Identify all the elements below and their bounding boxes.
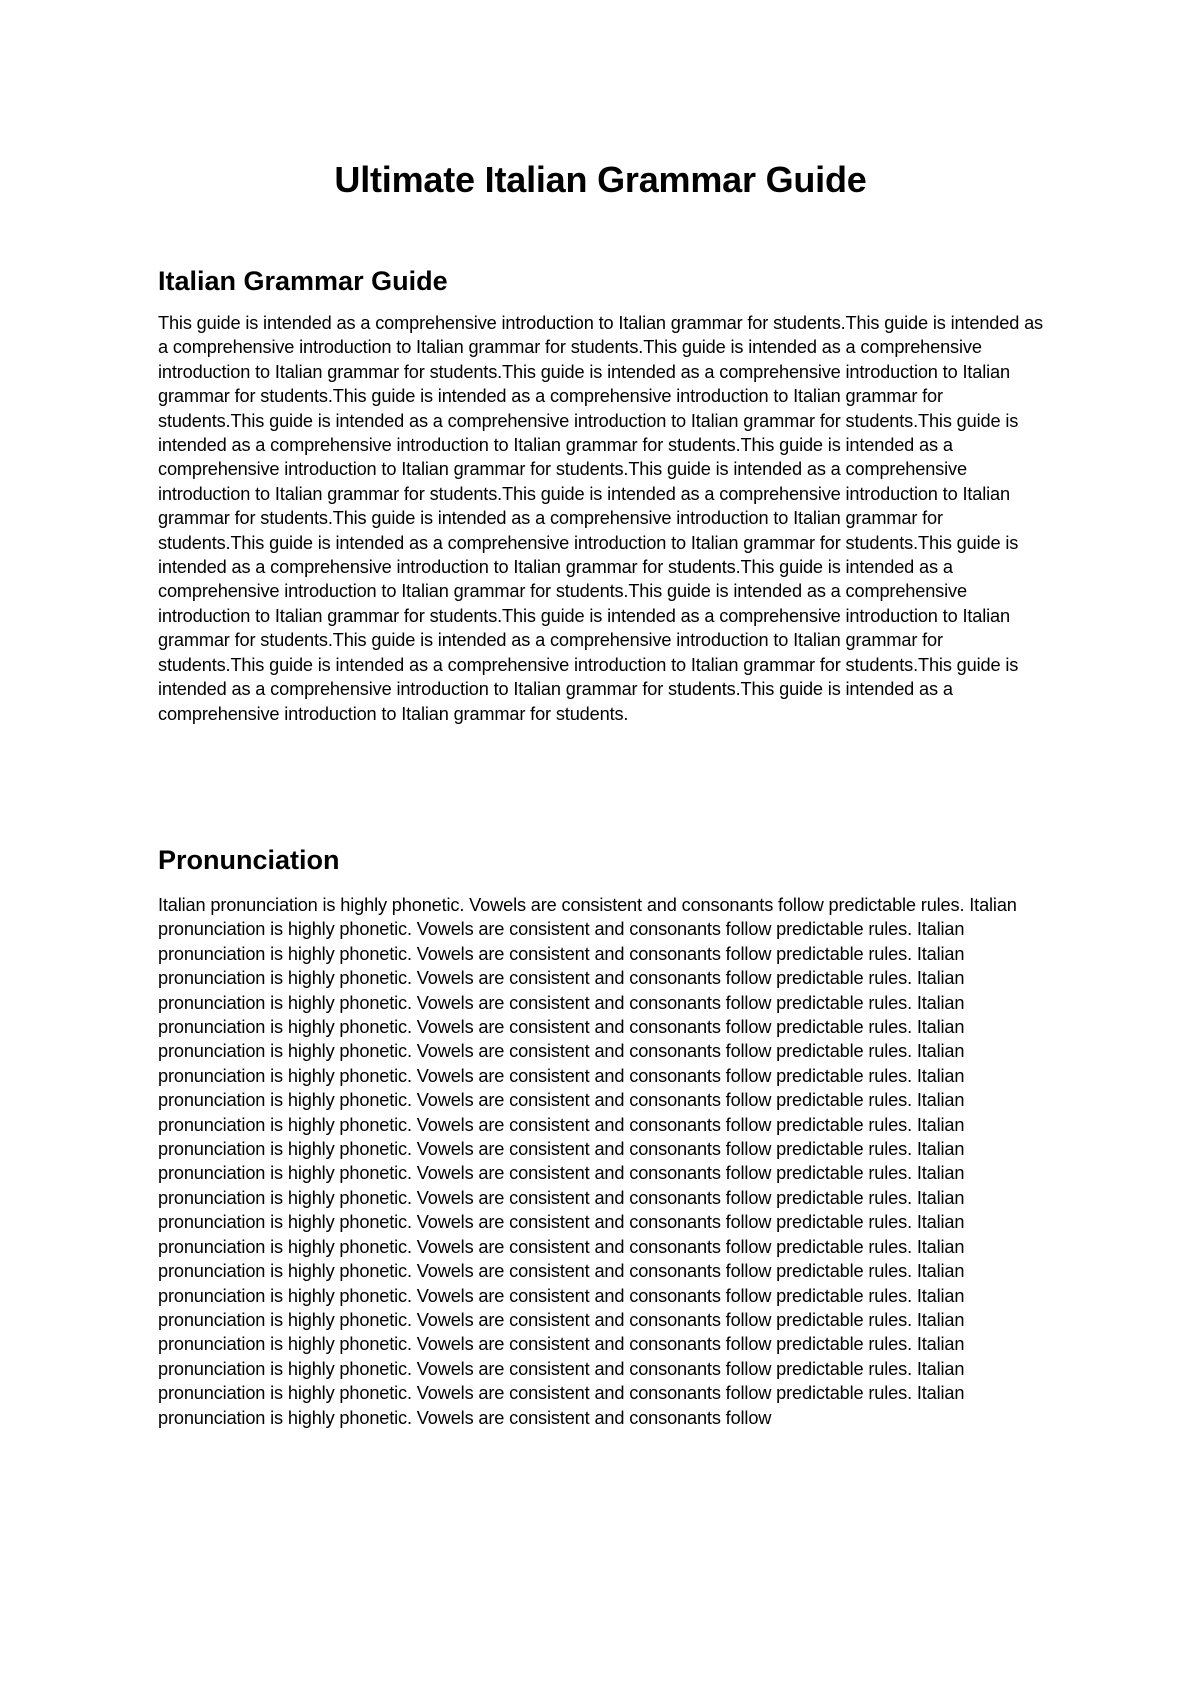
section-body-italian-grammar-guide: This guide is intended as a comprehensive introduction to Italian grammar for students.This guide is intended as a comprehensive introduction to Italian grammar for students.This guide is intended as a comprehensive introduction to Italian grammar for students.This guide is intended as a comprehensive introduction to Italian grammar for students.This guide is intended as a comprehensive introduction to Italian grammar for students.This guide is intended as a comprehensive introduction to Italian grammar for students.This guide is intended as a comprehensive introduction to Italian grammar for students.This guide is intended as a comprehensive introduction to Italian grammar for students.This guide is intended as a comprehensive introduction to Italian grammar for students.This guide is intended as a comprehensive introduction to Italian grammar for students.This guide is intended as a comprehensive introduction to Italian grammar for students.This guide is intended as a comprehensive introduction to Italian grammar for students.This guide is intended as a comprehensive introduction to Italian grammar for students.This guide is intended as a comprehensive introduction to Italian grammar for students.This guide is intended as a comprehensive introduction to Italian grammar for students.This guide is intended as a comprehensive introduction to Italian grammar for students.This guide is intended as a comprehensive introduction to Italian grammar for students.This guide is intended as a comprehensive introduction to Italian grammar for students.This guide is intended as a comprehensive introduction to Italian grammar for students.This guide is intended as a comprehensive introduction to Italian grammar for students. xyxy=(158,313,1043,724)
section-heading-pronunciation: Pronunciation xyxy=(158,845,340,875)
document-page xyxy=(158,0,1043,1696)
section-body-pronunciation: Italian pronunciation is highly phonetic. Vowels are consistent and consonants follow predictable rules. Italian pronunciation is highly phonetic. Vowels are consistent and consonants follow predictable rules. Italian pronunciation is highly phonetic. Vowels are consistent and consonants follow predictable rules. Italian pronunciation is highly phonetic. Vowels are consistent and consonants follow predictable rules. Italian pronunciation is highly phonetic. Vowels are consistent and consonants follow predictable rules. Italian pronunciation is highly phonetic. Vowels are consistent and consonants follow predictable rules. Italian pronunciation is highly phonetic. Vowels are consistent and consonants follow predictable rules. Italian pronunciation is highly phonetic. Vowels are consistent and consonants follow predictable rules. Italian pronunciation is highly phonetic. Vowels are consistent and consonants follow predictable rules. Italian pronunciation is highly phonetic. Vowels are consistent and consonants follow predictable rules. Italian pronunciation is highly phonetic. Vowels are consistent and consonants follow predictable rules. Italian pronunciation is highly phonetic. Vowels are consistent and consonants follow predictable rules. Italian pronunciation is highly phonetic. Vowels are consistent and consonants follow predictable rules. Italian pronunciation is highly phonetic. Vowels are consistent and consonants follow predictable rules. Italian pronunciation is highly phonetic. Vowels are consistent and consonants follow predictable rules. Italian pronunciation is highly phonetic. Vowels are consistent and consonants follow predictable rules. Italian pronunciation is highly phonetic. Vowels are consistent and consonants follow predictable rules. Italian pronunciation is highly phonetic. Vowels are consistent and consonants follow predictable rules. Italian pronunciation is highly phonetic. Vowels are consistent and consonants follow predictable rules. Italian pronunciation is highly phonetic. Vowels are consistent and consonants follow predictable rules. Italian pronunciation is highly phonetic. Vowels are consistent and consonants follow predictable rules. Italian pronunciation is highly phonetic. Vowels are consistent and consonants follow xyxy=(158,895,1017,1428)
document-title: Ultimate Italian Grammar Guide xyxy=(334,159,867,200)
section-heading-italian-grammar-guide: Italian Grammar Guide xyxy=(158,266,448,296)
